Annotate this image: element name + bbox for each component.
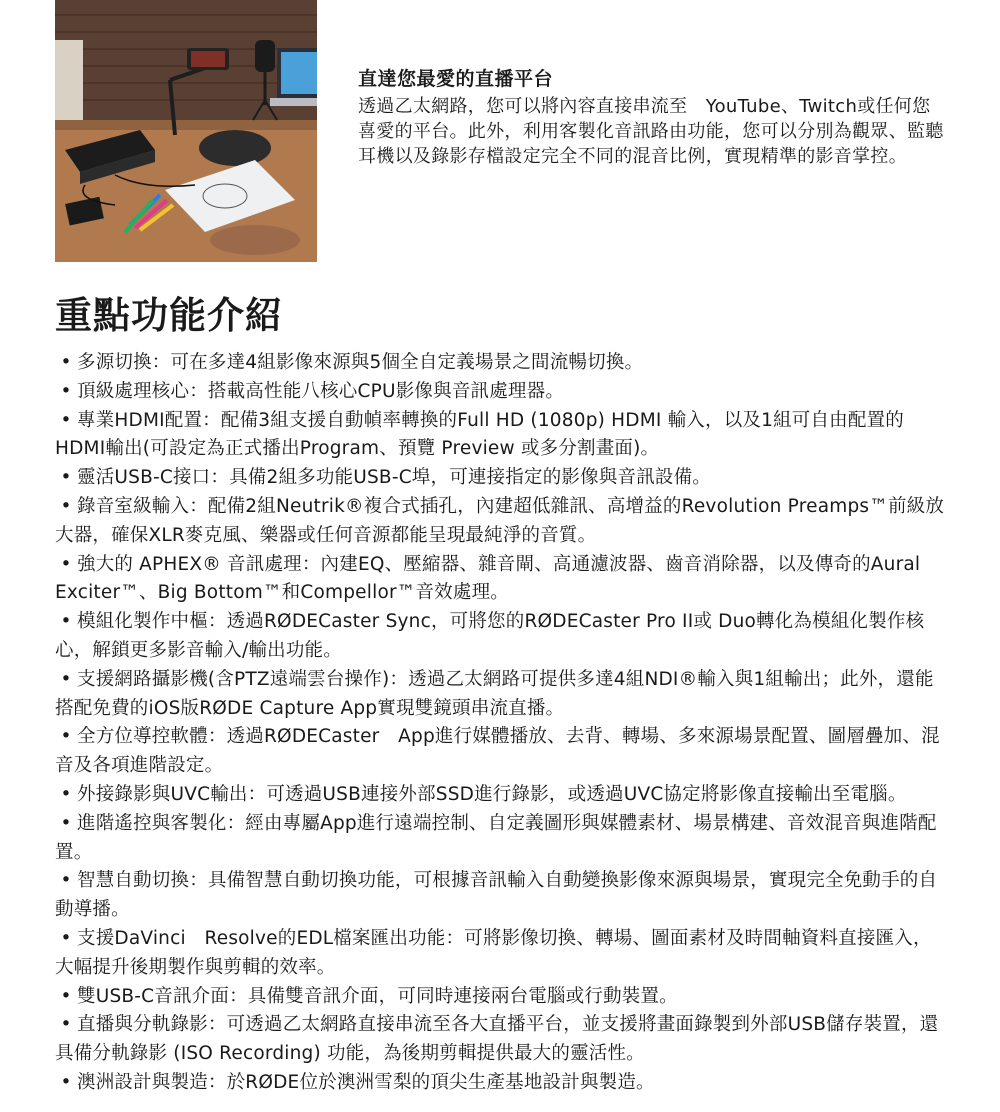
list-item xyxy=(55,551,945,609)
bullet-icon: • xyxy=(60,812,72,834)
features-list xyxy=(55,349,945,1098)
bullet-icon: • xyxy=(60,985,72,1007)
list-item xyxy=(55,464,945,493)
list-item xyxy=(55,666,945,724)
features-heading: 重點功能介紹 xyxy=(55,294,283,337)
list-item xyxy=(55,608,945,666)
bullet-icon: • xyxy=(60,352,72,373)
feature-text: 強大的 APHEX® 音訊處理：內建EQ、壓縮器、雜音閘、高通濾波器、齒音消除器，以及傳奇的Aural Exciter™、Big Bottom™和Compellor™音效處理。 xyxy=(55,553,921,604)
list-item xyxy=(55,810,945,868)
bullet-icon: • xyxy=(60,409,72,431)
bullet-icon: • xyxy=(60,726,72,748)
feature-text: 靈活USB-C接口：具備2組多功能USB-C埠，可連接指定的影像與音訊設備。 xyxy=(77,467,712,489)
feature-text: 支援網路攝影機(含PTZ遠端雲台操作)：透過乙太網路可提供多達4組NDI®輸入與1組輸出；此外，還能搭配免費的iOS版RØDE Capture App實現雙鏡頭串流直播。 xyxy=(55,668,934,719)
list-item xyxy=(55,867,945,925)
list-item xyxy=(55,781,945,810)
list-item xyxy=(55,349,945,378)
feature-text: 澳洲設計與製造：於RØDE位於澳洲雪梨的頂尖生產基地設計與製造。 xyxy=(77,1071,655,1093)
list-item xyxy=(55,925,945,983)
bullet-icon: • xyxy=(60,927,72,949)
list-item xyxy=(55,983,945,1012)
feature-text: 模組化製作中樞：透過RØDECaster Sync，可將您的RØDECaster Pro II或 Duo轉化為模組化製作核心，解鎖更多影音輸入/輸出功能。 xyxy=(55,611,925,661)
list-item xyxy=(55,723,945,781)
bullet-icon: • xyxy=(60,1014,72,1036)
feature-text: 智慧自動切換：具備智慧自動切換功能，可根據音訊輸入自動變換影像來源與場景，實現完全免動手的自動導播。 xyxy=(55,870,938,921)
feature-text: 進階遙控與客製化：經由專屬App進行遠端控制、自定義圖形與媒體素材、場景構建、音效混音與進階配置。 xyxy=(55,812,937,863)
bullet-icon: • xyxy=(60,380,72,402)
intro-title: 直達您最愛的直播平台 xyxy=(358,68,554,90)
feature-text: 外接錄影與UVC輸出：可透過USB連接外部SSD進行錄影，或透過UVC協定將影像直接輸出至電腦。 xyxy=(77,783,907,805)
feature-text: 錄音室級輸入：配備2組Neutrik®複合式插孔，內建超低雜訊、高增益的Revolution Preamps™前級放大器，確保XLR麥克風、樂器或任何音源都能呈現最純淨的音質。 xyxy=(55,495,945,546)
feature-text: 直播與分軌錄影：可透過乙太網路直接串流至各大直播平台，並支援將畫面錄製到外部USB儲存裝置，還具備分軌錄影 (ISO Recording) 功能，為後期剪輯提供最大的靈活性。 xyxy=(55,1014,939,1065)
feature-text: 頂級處理核心：搭載高性能八核心CPU影像與音訊處理器。 xyxy=(77,380,565,402)
list-item xyxy=(55,1011,945,1069)
intro-section xyxy=(358,66,948,169)
product-photo xyxy=(55,0,317,262)
feature-text: 支援DaVinci Resolve的EDL檔案匯出功能：可將影像切換、轉場、圖面素材及時間軸資料直接匯入，大幅提升後期製作與剪輯的效率。 xyxy=(55,927,932,978)
list-item xyxy=(55,378,945,407)
feature-text: 全方位導控軟體：透過RØDECaster App進行媒體播放、去背、轉場、多來源場景配置、圖層疊加、混音及各項進階設定。 xyxy=(55,726,940,777)
bullet-icon: • xyxy=(60,1071,72,1093)
bullet-icon: • xyxy=(60,870,72,892)
list-item xyxy=(55,493,945,551)
bullet-icon: • xyxy=(60,553,72,575)
list-item xyxy=(55,1069,945,1098)
bullet-icon: • xyxy=(60,467,72,489)
feature-text: 多源切換：可在多達4組影像來源與5個全自定義場景之間流暢切換。 xyxy=(77,352,644,373)
feature-text: 專業HDMI配置：配備3組支援自動幀率轉換的Full HD (1080p) HDMI 輸入，以及1組可自由配置的HDMI輸出(可設定為正式播出Program、預覽 Preview 或多分割畫面)。 xyxy=(55,409,904,460)
feature-text: 雙USB-C音訊介面：具備雙音訊介面，可同時連接兩台電腦或行動裝置。 xyxy=(77,985,678,1007)
bullet-icon: • xyxy=(60,668,72,690)
intro-body: 透過乙太網路，您可以將內容直接串流至 YouTube、Twitch或任何您喜愛的平台。此外，利用客製化音訊路由功能，您可以分別為觀眾、監聽耳機以及錄影存檔設定完全不同的混音比例，實現精準的影音掌控。 xyxy=(358,96,944,167)
product-scene-illustration xyxy=(55,0,317,262)
bullet-icon: • xyxy=(60,783,72,805)
bullet-icon: • xyxy=(60,611,72,633)
bullet-icon: • xyxy=(60,495,72,517)
list-item xyxy=(55,407,945,465)
